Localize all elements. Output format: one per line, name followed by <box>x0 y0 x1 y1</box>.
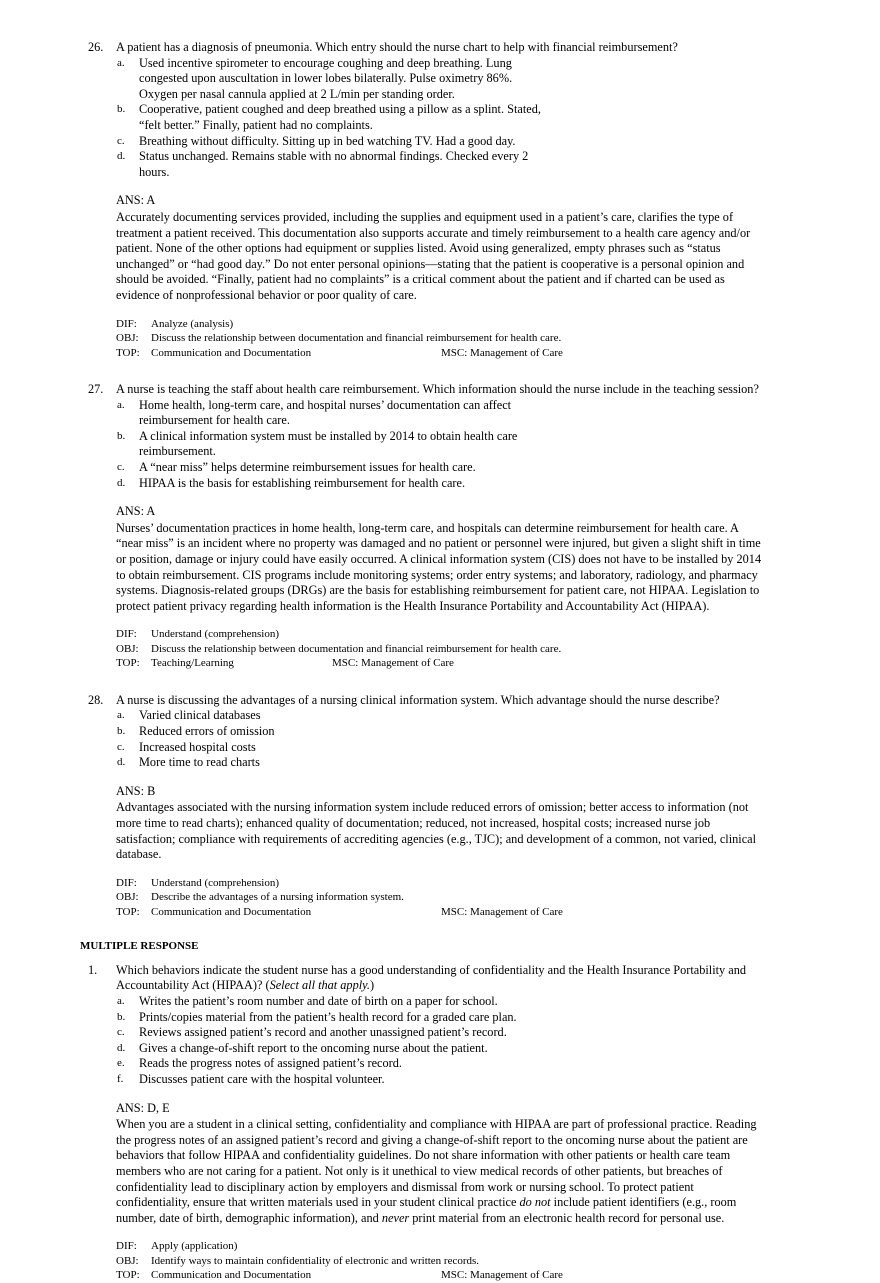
meta-value-top: Communication and Documentation <box>151 346 312 359</box>
option-text: Prints/copies material from the patient’s health record for a graded care plan. <box>139 1009 517 1024</box>
rationale <box>116 800 824 862</box>
meta-label-dif: DIF: <box>116 876 137 889</box>
option-text: Reads the progress notes of assigned patient’s record. <box>139 1056 402 1071</box>
option-letter: d. <box>117 1041 126 1054</box>
rationale-line: behaviors that follow HIPAA and confidentiality guidelines. Do not share information with other patients or health care team <box>116 1148 731 1163</box>
select-note: Select all that apply. <box>269 978 370 993</box>
option-letter: d. <box>117 756 126 769</box>
rationale-text: number, date of birth, demographic information), and <box>116 1210 382 1225</box>
meta-obj <box>116 890 824 905</box>
meta-value-obj: Identify ways to maintain confidentiality of electronic and written records. <box>151 1254 480 1267</box>
answer-option <box>116 102 824 133</box>
option-text-line: HIPAA is the basis for establishing reimbursement for health care. <box>139 475 466 490</box>
answer-option <box>116 476 824 492</box>
meta-label-obj: OBJ: <box>116 642 139 655</box>
option-letter: c. <box>117 460 125 473</box>
answer-option <box>116 740 824 756</box>
question-metadata <box>116 627 824 671</box>
answer-option <box>116 149 824 180</box>
option-letter: d. <box>117 476 126 489</box>
rationale-line: unchanged” or “had good day.” Do not enter personal opinions—stating that the patient is cooperative is a personal opinion and <box>116 256 745 271</box>
rationale-line: confidentiality lead to disciplinary action by employers and dismissal from work or nursing school. To protect patient <box>116 1179 694 1194</box>
option-letter: a. <box>117 995 125 1008</box>
rationale-text: include patient identifiers (e.g., room <box>550 1195 737 1210</box>
meta-obj <box>116 642 824 657</box>
option-text-line: reimbursement for health care. <box>139 413 290 428</box>
question-stem-line <box>116 978 824 994</box>
rationale-line: satisfaction; compliance with requirements of accrediting agencies (e.g., TJC); and development of a common, not varied, clinical <box>116 831 757 846</box>
option-text: Discusses patient care with the hospital volunteer. <box>139 1072 385 1086</box>
answer-options <box>116 708 824 770</box>
option-letter: f. <box>117 1073 124 1085</box>
question-stem: A nurse is teaching the staff about health care reimbursement. Which information should the nurse include in the teaching session? <box>116 382 759 396</box>
option-text-line: Home health, long-term care, and hospital nurses’ documentation can affect <box>139 397 512 412</box>
meta-obj <box>116 331 824 346</box>
rationale-emphasis: never <box>381 1210 410 1225</box>
question-26 <box>88 40 824 360</box>
option-text-line: A clinical information system must be installed by 2014 to obtain health care <box>139 428 518 443</box>
question-metadata <box>116 1239 824 1283</box>
meta-label-top: TOP: <box>116 346 140 359</box>
option-text-line: reimbursement. <box>139 444 216 459</box>
rationale-line: evidence of nonprofessional behavior or poor quality of care. <box>116 287 417 302</box>
answer-option <box>116 1010 824 1026</box>
option-text: Gives a change-of-shift report to the oncoming nurse about the patient. <box>139 1040 488 1055</box>
option-letter: d. <box>117 150 126 163</box>
rationale-text: print material from an electronic health record for personal use. <box>409 1210 725 1225</box>
rationale-line: Accurately documenting services provided, including the supplies and equipment used in a patient’s care, clarifies the type of <box>116 209 734 224</box>
meta-obj <box>116 1254 824 1269</box>
question-stem: A patient has a diagnosis of pneumonia. Which entry should the nurse chart to help with financial reimbursement? <box>116 40 678 54</box>
meta-msc: MSC: Management of Care <box>441 905 563 918</box>
rationale-line: more time to read charts); enhanced quality of documentation; reduced, not increased, hospital costs; increased nurse job <box>116 815 711 830</box>
question-stem: A nurse is discussing the advantages of a nursing clinical information system. Which advantage should the nurse describe? <box>116 692 720 707</box>
option-text-line: A “near miss” helps determine reimbursement issues for health care. <box>139 459 476 474</box>
rationale-line: Advantages associated with the nursing information system include reduced errors of omission; better access to information (not <box>116 800 749 815</box>
rationale <box>116 1117 824 1226</box>
rationale-line: should be avoided. “Finally, patient had no complaints” is a critical comment about the patient and if charted can be used as <box>116 272 725 287</box>
meta-value-top: Communication and Documentation <box>151 905 312 918</box>
answer-option <box>116 460 824 476</box>
meta-label-top: TOP: <box>116 1269 140 1282</box>
meta-top <box>116 1268 824 1283</box>
option-text-line: Reduced errors of omission <box>139 724 275 738</box>
rationale-line: patient. None of the other options had equipment or supplies listed. Avoid using generalized, empty phrases such as “status <box>116 241 721 256</box>
option-text-line: congested upon auscultation in lower lobes bilaterally. Pulse oximetry 86%. <box>139 71 513 86</box>
meta-top <box>116 905 824 920</box>
rationale <box>116 521 824 615</box>
question-metadata <box>116 317 824 361</box>
mr-question-1 <box>88 962 824 1283</box>
answer-key: ANS: B <box>116 783 156 798</box>
meta-value-dif: Apply (application) <box>151 1240 238 1253</box>
document-page <box>0 40 880 1283</box>
meta-label-dif: DIF: <box>116 317 137 330</box>
meta-dif <box>116 317 824 332</box>
rationale-line <box>116 1211 824 1227</box>
option-text-line: Increased hospital costs <box>139 739 256 754</box>
rationale-emphasis: do not <box>519 1195 551 1210</box>
answer-option <box>116 134 824 150</box>
option-letter: b. <box>117 725 126 737</box>
question-28 <box>88 692 824 919</box>
meta-label-top: TOP: <box>116 905 140 918</box>
option-letter: b. <box>117 429 126 442</box>
option-text-line: Varied clinical databases <box>139 708 261 723</box>
meta-top <box>116 656 824 671</box>
rationale-line: members who are not caring for a patient. Not only is it unethical to view medical records of other patients, but breaches of <box>116 1163 723 1178</box>
meta-dif <box>116 876 824 891</box>
answer-option <box>116 724 824 740</box>
answer-options <box>116 398 824 492</box>
option-letter: a. <box>117 709 125 722</box>
meta-value-obj: Discuss the relationship between documentation and financial reimbursement for health care. <box>151 642 562 655</box>
option-text: Writes the patient’s room number and date of birth on a paper for school. <box>139 994 498 1009</box>
meta-value-top: Communication and Documentation <box>151 1269 312 1282</box>
option-letter: c. <box>117 740 125 753</box>
question-stem-line: Which behaviors indicate the student nurse has a good understanding of confidentiality and the Health Insurance Portability and <box>116 962 747 977</box>
option-letter: c. <box>117 1026 125 1039</box>
question-number: 28. <box>88 692 104 707</box>
meta-value-dif: Understand (comprehension) <box>151 628 279 641</box>
option-letter: e. <box>117 1057 125 1070</box>
option-text-line: Oxygen per nasal cannula applied at 2 L/min per standing order. <box>139 86 455 101</box>
answer-option <box>116 1056 824 1072</box>
section-title: MULTIPLE RESPONSE <box>80 940 199 953</box>
meta-msc: MSC: Management of Care <box>441 1269 563 1282</box>
answer-option <box>116 56 824 103</box>
answer-key: ANS: A <box>116 504 156 519</box>
question-number: 1. <box>88 962 98 977</box>
rationale-line: protect patient privacy regarding health information is the Health Insurance Portability and Accountability Act (HIPAA). <box>116 598 710 613</box>
rationale-line: or position, damage or injury could have easily occurred. A clinical information system (CIS) does not have to be installed by 2014 <box>116 551 762 566</box>
option-text-line: Used incentive spirometer to encourage coughing and deep breathing. Lung <box>139 55 512 70</box>
meta-label-dif: DIF: <box>116 1240 137 1253</box>
option-letter: c. <box>117 134 125 147</box>
spacer <box>0 360 880 382</box>
question-number: 26. <box>88 40 104 54</box>
meta-label-obj: OBJ: <box>116 1254 139 1267</box>
option-text-line: Status unchanged. Remains stable with no abnormal findings. Checked every 2 <box>139 149 529 164</box>
meta-value-obj: Describe the advantages of a nursing information system. <box>151 891 404 904</box>
stem-close: ) <box>369 978 375 993</box>
meta-label-top: TOP: <box>116 657 140 670</box>
rationale-line: database. <box>116 847 162 862</box>
rationale-line: treatment a patient received. This documentation also supports accurate and timely reimbursement to a health care agency and/or <box>116 225 751 240</box>
meta-label-dif: DIF: <box>116 628 137 641</box>
rationale-line: When you are a student in a clinical setting, confidentiality and compliance with HIPAA are part of professional practice. Reading <box>116 1117 757 1132</box>
option-letter: a. <box>117 56 125 69</box>
question-27 <box>88 382 824 671</box>
meta-msc: MSC: Management of Care <box>332 657 454 670</box>
rationale-line: Nurses’ documentation practices in home health, long-term care, and hospitals can determine reimbursement for health care. A <box>116 520 739 535</box>
meta-label-obj: OBJ: <box>116 891 139 904</box>
answer-options <box>116 994 824 1088</box>
spacer <box>0 671 880 693</box>
option-text-line: Breathing without difficulty. Sitting up in bed watching TV. Had a good day. <box>139 133 516 148</box>
meta-value-obj: Discuss the relationship between documentation and financial reimbursement for health care. <box>151 332 562 344</box>
question-metadata <box>116 876 824 920</box>
rationale-line: systems. Diagnosis-related groups (DRGs) are the basis for establishing reimbursement for patient care, not HIPAA. Legislation to <box>116 583 760 598</box>
answer-key: ANS: A <box>116 193 156 208</box>
answer-option <box>116 398 824 429</box>
option-text-line: More time to read charts <box>139 755 260 770</box>
rationale-text: confidentiality, ensure that written materials used in your student clinical practice <box>116 1195 520 1210</box>
answer-option <box>116 994 824 1010</box>
meta-dif <box>116 627 824 642</box>
answer-option <box>116 1041 824 1057</box>
question-number: 27. <box>88 382 104 396</box>
rationale-line <box>116 1195 824 1211</box>
answer-option <box>116 708 824 724</box>
rationale-line: “near miss” is an incident where no property was damaged and no patient or personnel were injured, but given a slight shift in time <box>116 536 761 551</box>
answer-option <box>116 1072 824 1088</box>
option-letter: b. <box>117 103 126 116</box>
answer-options <box>116 56 824 181</box>
option-text-line: Cooperative, patient coughed and deep breathed using a pillow as a splint. Stated, <box>139 102 541 117</box>
meta-value-dif: Analyze (analysis) <box>151 317 234 330</box>
meta-label-obj: OBJ: <box>116 332 139 344</box>
option-letter: a. <box>117 398 125 411</box>
option-text-line: hours. <box>139 164 170 179</box>
answer-option <box>116 429 824 460</box>
meta-top <box>116 346 824 361</box>
rationale-line: the progress notes of an assigned patient’s record and giving a change-of-shift report to the oncoming nurse about the patient are <box>116 1132 748 1147</box>
meta-msc: MSC: Management of Care <box>441 346 563 359</box>
answer-option <box>116 755 824 771</box>
option-text: Reviews assigned patient’s record and another unassigned patient’s record. <box>139 1025 507 1040</box>
answer-key: ANS: D, E <box>116 1100 170 1115</box>
meta-value-top: Teaching/Learning <box>151 657 234 670</box>
rationale <box>116 210 824 304</box>
answer-option <box>116 1025 824 1041</box>
option-text-line: “felt better.” Finally, patient had no complaints. <box>139 117 373 132</box>
meta-value-dif: Understand (comprehension) <box>151 876 279 889</box>
option-letter: b. <box>117 1010 126 1023</box>
rationale-line: to obtain reimbursement. CIS programs include monitoring systems; order entry systems; and laboratory, radiology, and pharmacy <box>116 567 758 582</box>
stem-text: Accountability Act (HIPAA)? ( <box>116 978 270 993</box>
